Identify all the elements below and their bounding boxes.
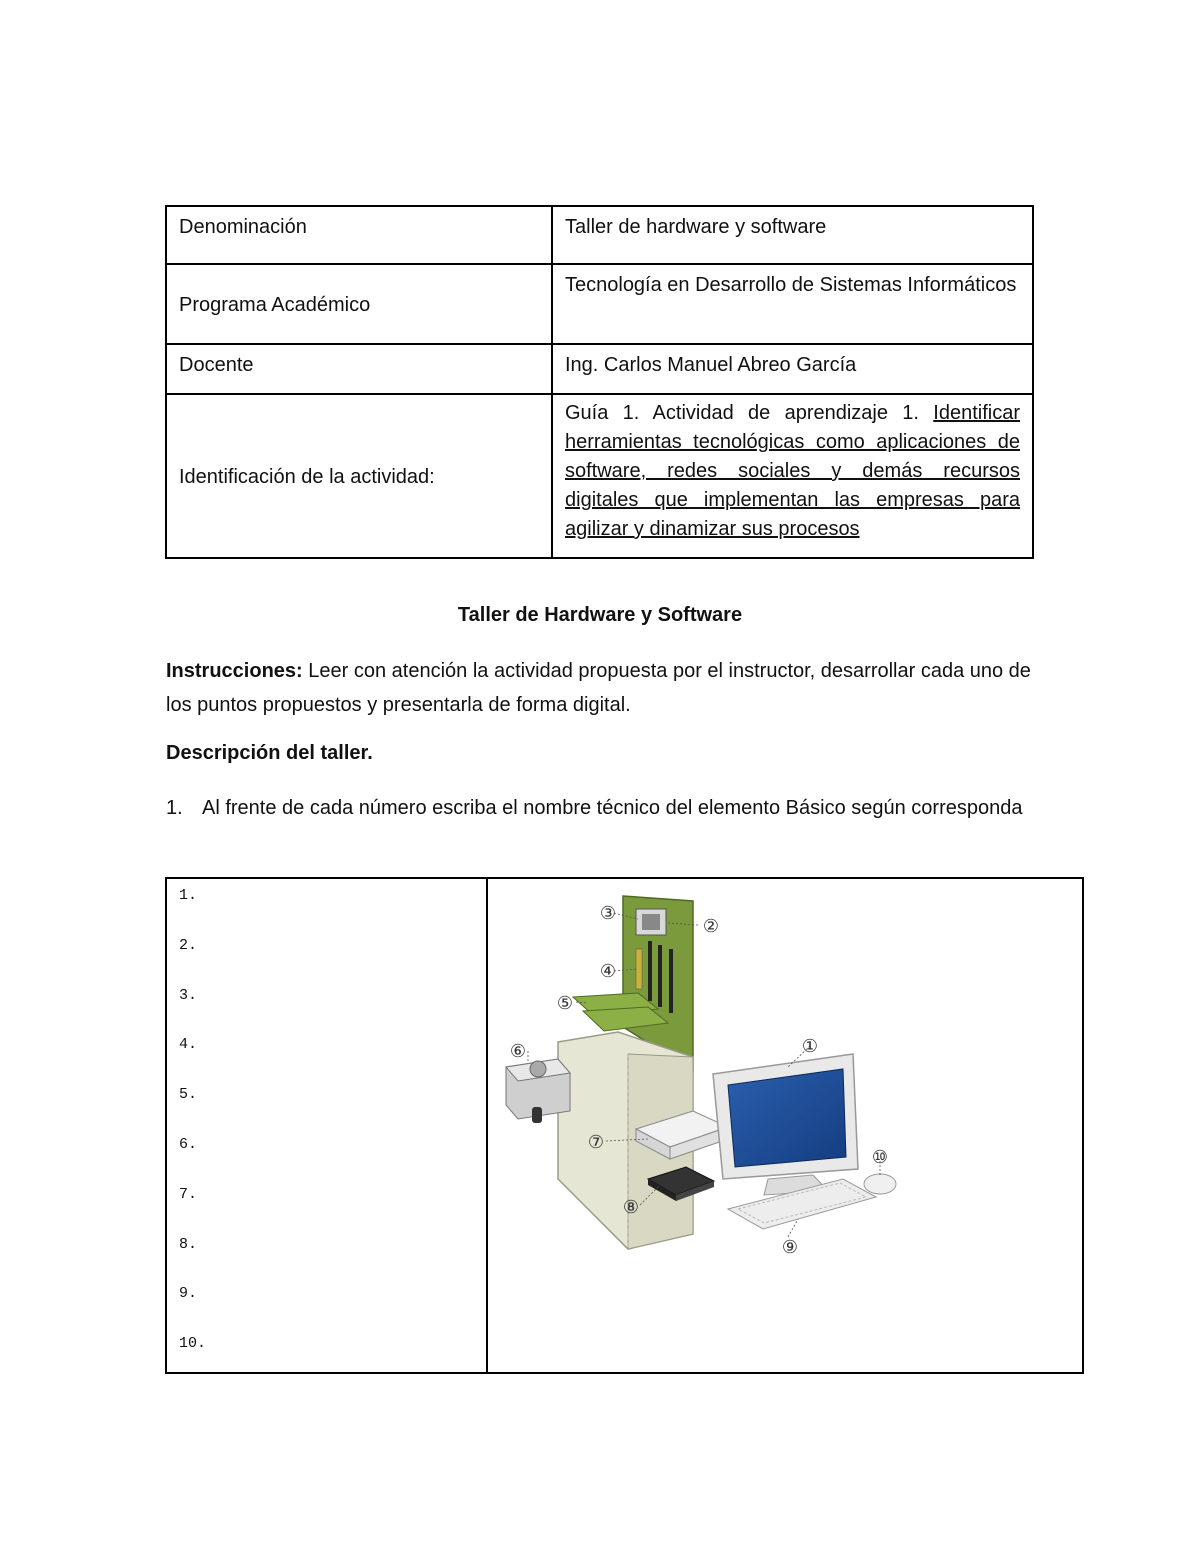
answer-item: 7. <box>179 1185 198 1203</box>
info-row-denominacion <box>166 206 1033 264</box>
instructions-label: Instrucciones: <box>166 660 303 682</box>
callout-10: ⑩ <box>871 1147 889 1168</box>
callout-6: ⑥ <box>509 1041 527 1062</box>
callout-9: ⑨ <box>781 1237 799 1258</box>
info-label: Programa Académico <box>166 264 552 344</box>
info-row-programa <box>166 264 1033 344</box>
activity-prefix: Guía 1. Actividad de aprendizaje 1. <box>565 402 934 424</box>
answer-list <box>167 879 488 1372</box>
computer-diagram-svg <box>488 879 1082 1372</box>
answer-item: 4. <box>179 1036 198 1054</box>
answer-table <box>165 877 1084 1374</box>
answer-item: 9. <box>179 1285 198 1303</box>
answer-item: 6. <box>179 1135 198 1153</box>
callout-4: ④ <box>599 961 617 982</box>
info-label: Identificación de la actividad: <box>166 394 552 558</box>
callout-7: ⑦ <box>587 1132 605 1153</box>
question-1 <box>166 792 1026 824</box>
instructions-text: Leer con atención la actividad propuesta por el instructor, desarrollar cada uno de los puntos propuestos y presentarla de forma digital. <box>166 660 1031 716</box>
answer-item: 10. <box>179 1335 207 1353</box>
info-label: Denominación <box>166 206 552 264</box>
answer-item: 1. <box>179 887 198 904</box>
info-value: Taller de hardware y software <box>552 206 1033 264</box>
info-value: Ing. Carlos Manuel Abreo García <box>552 344 1033 394</box>
callout-3: ③ <box>599 903 617 924</box>
info-label: Docente <box>166 344 552 394</box>
info-value-activity <box>552 394 1033 558</box>
answer-item: 2. <box>179 936 198 954</box>
page-title: Taller de Hardware y Software <box>457 604 743 626</box>
description-heading: Descripción del taller. <box>166 742 373 764</box>
answer-item: 8. <box>179 1235 198 1253</box>
callout-8: ⑧ <box>622 1197 640 1218</box>
mouse-icon <box>864 1174 896 1194</box>
answer-item: 3. <box>179 986 198 1004</box>
question-text: Al frente de cada número escriba el nombre técnico del elemento Básico según corresponda <box>202 797 1023 819</box>
info-value: Tecnología en Desarrollo de Sistemas Informáticos <box>552 264 1033 344</box>
info-row-docente <box>166 344 1033 394</box>
monitor-icon <box>713 1054 858 1195</box>
answer-item: 5. <box>179 1086 198 1104</box>
callout-5: ⑤ <box>556 993 574 1014</box>
activity-underlined: Identificar herramientas tecnológicas como aplicaciones de software, redes sociales y demás recursos digitales que implementan las empresas para agilizar y dinamizar sus procesos <box>565 402 1020 540</box>
question-number: 1. <box>166 797 183 819</box>
info-row-actividad <box>166 394 1033 558</box>
callout-2: ② <box>702 916 720 937</box>
instructions-paragraph <box>166 654 1046 722</box>
info-table <box>165 205 1034 559</box>
callout-1: ① <box>801 1036 819 1057</box>
computer-components-diagram <box>488 879 1082 1372</box>
